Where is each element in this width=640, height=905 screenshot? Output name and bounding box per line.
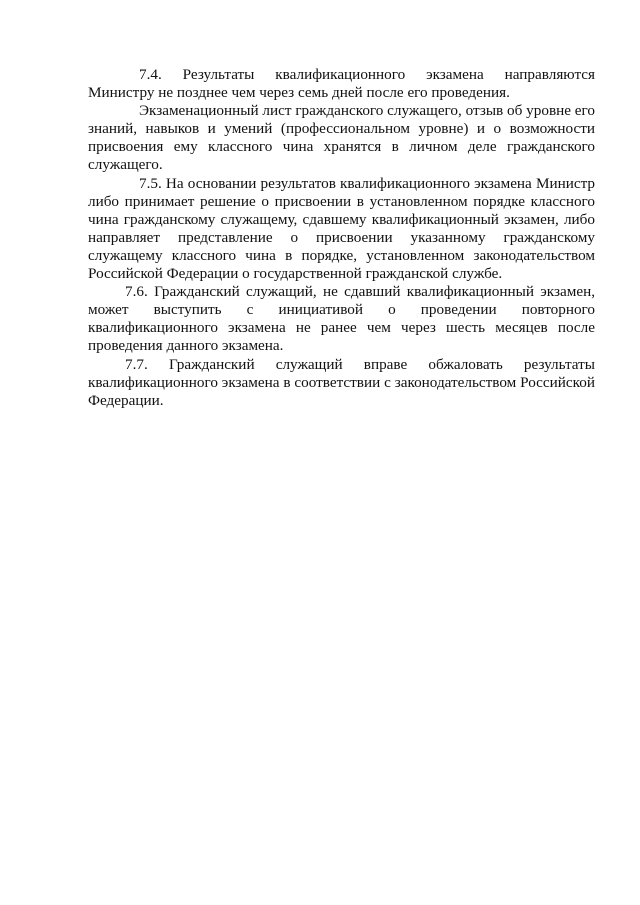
- paragraph-7-4: 7.4. Результаты квалификационного экзамена направляются Министру не позднее чем через семь дней после его проведения.: [88, 66, 595, 102]
- paragraph-7-7: 7.7. Гражданский служащий вправе обжаловать результаты квалификационного экзамена в соответствии с законодательством Российской Федерации.: [88, 355, 595, 409]
- paragraph-7-6: 7.6. Гражданский служащий, не сдавший квалификационный экзамен, может выступить с инициативой о проведении повторного квалификационного экзамена не ранее чем через шесть месяцев после проведения данного экзамена.: [88, 283, 595, 355]
- paragraph-7-5: 7.5. На основании результатов квалификационного экзамена Министр либо принимает решение о присвоении в установленном порядке классного чина гражданскому служащему, сдавшему квалификационный экзамен, либо направляет представление о присвоении указанному гражданскому служащему классного чина в порядке, установленном законодательством Российской Федерации о государственной гражданской службе.: [88, 174, 595, 283]
- document-body: [88, 66, 595, 410]
- paragraph-exam-sheet: Экзаменационный лист гражданского служащего, отзыв об уровне его знаний, навыков и умений (профессиональном уровне) и о возможности присвоения ему классного чина хранятся в личном деле гражданского служащего.: [88, 102, 595, 174]
